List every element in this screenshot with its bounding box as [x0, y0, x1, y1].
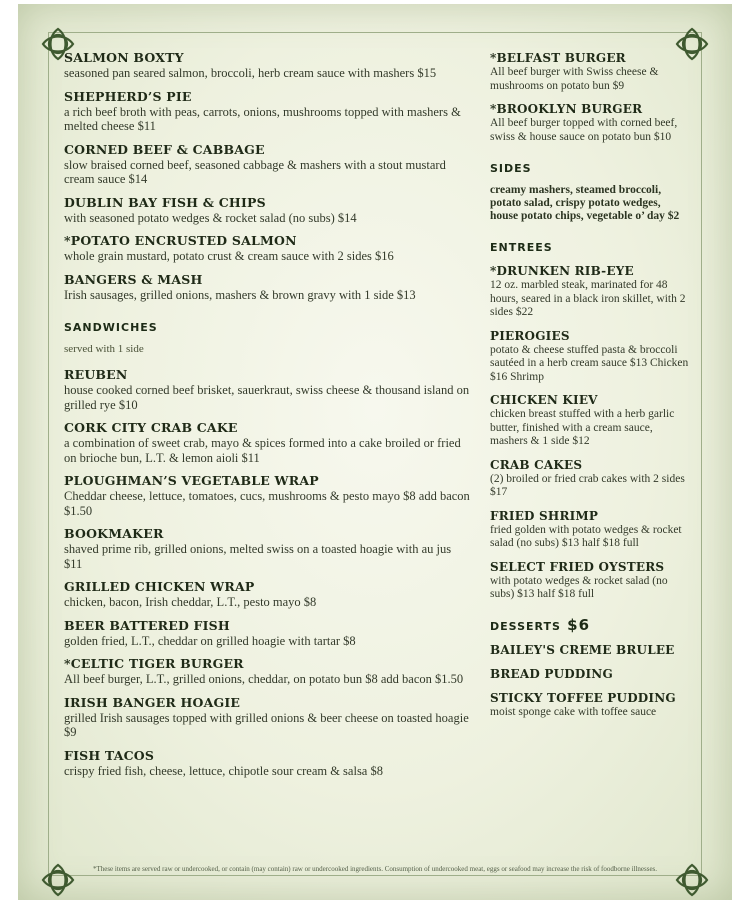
sandwiches-note: served with 1 side — [64, 343, 144, 355]
menu-item-description: seasoned pan seared salmon, broccoli, herb cream sauce with mashers $15 — [64, 66, 437, 80]
menu-item-description: slow braised corned beef, seasoned cabbage & mashers with a stout mustard cream sauce $14 — [64, 157, 446, 186]
menu-item-name: *BROOKLYN BURGER — [490, 102, 643, 116]
menu-item-name: SELECT FRIED OYSTERS — [490, 559, 665, 574]
menu-item-name: DUBLIN BAY FISH & CHIPS — [64, 194, 266, 210]
menu-item — [64, 748, 472, 779]
menu-item — [490, 457, 690, 500]
right-column — [490, 50, 690, 727]
menu-item-description: a combination of sweet crab, mayo & spices formed into a cake broiled or fried on brioche bun, L.T. & lemon aioli $11 — [64, 436, 461, 465]
entrees-heading: entrees — [490, 237, 553, 255]
menu-item-description: Cheddar cheese, lettuce, tomatoes, cucs, mushrooms & pesto mayo $8 add bacon $1.50 — [64, 489, 470, 518]
menu-item — [64, 579, 472, 610]
menu-item-description: a rich beef broth with peas, carrots, onions, mushrooms topped with mashers & melted cheese $11 — [64, 104, 461, 133]
menu-item — [490, 559, 690, 602]
menu-item — [490, 50, 690, 93]
menu-item-name: *DRUNKEN RIB-EYE — [490, 264, 634, 278]
menu-item-name: GRILLED CHICKEN WRAP — [64, 579, 255, 594]
menu-item — [64, 272, 472, 303]
menu-item — [64, 473, 472, 518]
menu-item — [64, 656, 472, 687]
menu-item-description: 12 oz. marbled steak, marinated for 48 hours, seared in a black iron skillet, with 2 sides $22 — [490, 279, 686, 318]
sides-heading: sides — [490, 158, 532, 176]
menu-item-name: BAILEY'S CREME BRULEE — [490, 642, 675, 657]
menu-item — [64, 618, 472, 649]
menu-item-description: All beef burger with Swiss cheese & mushrooms on potato bun $9 — [490, 66, 659, 92]
menu-item-name: REUBEN — [64, 367, 128, 382]
menu-page — [18, 4, 732, 900]
menu-item-name: BREAD PUDDING — [490, 666, 613, 681]
menu-item-description: All beef burger, L.T., grilled onions, cheddar, on potato bun $8 add bacon $1.50 — [64, 672, 464, 686]
menu-item-name: *CELTIC TIGER BURGER — [64, 656, 244, 671]
menu-item-name: *POTATO ENCRUSTED SALMON — [64, 233, 297, 248]
menu-item-description: chicken breast stuffed with a herb garlic butter, finished with a cream sauce, mashers & 1 side $12 — [490, 408, 675, 447]
sides-text: creamy mashers, steamed broccoli, potato salad, crispy potato wedges, house potato chips, vegetable o’ day $2 — [490, 184, 680, 222]
menu-item — [64, 367, 472, 412]
menu-item-description: grilled Irish sausages topped with grilled onions & beer cheese on toasted hoagie $9 — [64, 710, 469, 739]
menu-item-description: chicken, bacon, Irish cheddar, L.T., pesto mayo $8 — [64, 595, 317, 609]
menu-item — [64, 420, 472, 465]
menu-item-name: BOOKMAKER — [64, 526, 164, 541]
menu-item-name: BEER BATTERED FISH — [64, 617, 230, 633]
menu-item-name: CHICKEN KIEV — [490, 393, 598, 407]
menu-item-description: potato & cheese stuffed pasta & broccoli sautéed in a herb cream sauce $13 Chicken $16 Shrimp — [490, 343, 689, 383]
menu-item-name: SHEPHERD’S PIE — [64, 88, 192, 104]
menu-item-name: PIEROGIES — [490, 328, 570, 343]
menu-item-description: whole grain mustard, potato crust & cream sauce with 2 sides $16 — [64, 249, 394, 263]
menu-item — [64, 695, 472, 740]
menu-item-name: *BELFAST BURGER — [490, 51, 626, 65]
menu-item — [64, 526, 472, 571]
menu-item-description: All beef burger topped with corned beef, swiss & house sauce on potato bun $10 — [490, 117, 678, 143]
menu-item-name: CORNED BEEF & CABBAGE — [64, 141, 265, 157]
menu-item — [490, 263, 690, 320]
menu-item-description: with potato wedges & rocket salad (no subs) $13 half $18 full — [490, 574, 668, 600]
menu-item — [490, 508, 690, 551]
menu-item — [64, 142, 472, 187]
menu-item-description: with seasoned potato wedges & rocket salad (no subs) $14 — [64, 210, 357, 225]
menu-item-description: shaved prime rib, grilled onions, melted swiss on a toasted hoagie with au jus $11 — [64, 542, 452, 571]
menu-item-name: FISH TACOS — [64, 747, 155, 763]
desserts-heading: desserts $6 — [490, 615, 591, 634]
menu-item-name: PLOUGHMAN’S VEGETABLE WRAP — [64, 473, 319, 488]
menu-item — [64, 233, 472, 264]
menu-item-name: FRIED SHRIMP — [490, 508, 599, 523]
menu-item-description: fried golden with potato wedges & rocket salad (no subs) $13 half $18 full — [490, 523, 682, 549]
menu-item — [490, 101, 690, 144]
menu-item-description: (2) broiled or fried crab cakes with 2 sides $17 — [490, 472, 685, 498]
menu-item-description: house cooked corned beef brisket, sauerkraut, swiss cheese & thousand island on grilled rye $10 — [64, 383, 470, 412]
right-top-items — [490, 50, 690, 144]
menu-item — [490, 328, 690, 385]
left-column — [64, 50, 472, 786]
menu-item-description: moist sponge cake with toffee sauce — [490, 705, 657, 718]
menu-item-name: CRAB CAKES — [490, 457, 583, 472]
sandwiches-list — [64, 367, 472, 778]
menu-item-description: Irish sausages, grilled onions, mashers & brown gravy with 1 side $13 — [64, 287, 416, 302]
menu-item-name: STICKY TOFFEE PUDDING — [490, 690, 676, 705]
left-top-items — [64, 50, 472, 302]
menu-item — [490, 666, 690, 682]
footer-disclaimer: *These items are served raw or undercooked, or contain (may contain) raw or undercooked ingredients. Consumption of undercooked meat, eggs or seafood may increase the risk of foodborne illnesses. — [92, 865, 658, 873]
menu-item-description: golden fried, L.T., cheddar on grilled hoagie with tartar $8 — [64, 633, 356, 648]
menu-item-name: IRISH BANGER HOAGIE — [64, 694, 241, 710]
menu-item — [64, 195, 472, 226]
menu-item — [64, 50, 472, 81]
entrees-list — [490, 263, 690, 602]
menu-item-name: CORK CITY CRAB CAKE — [64, 420, 238, 435]
sandwiches-heading: sandwiches — [64, 316, 158, 335]
menu-item — [490, 392, 690, 449]
menu-item-name: BANGERS & MASH — [64, 271, 203, 287]
desserts-list — [490, 642, 690, 720]
menu-item — [64, 89, 472, 134]
menu-item — [490, 690, 690, 720]
menu-item — [490, 642, 690, 658]
menu-item-description: crispy fried fish, cheese, lettuce, chipotle sour cream & salsa $8 — [64, 763, 383, 778]
menu-item-name: SALMON BOXTY — [64, 50, 184, 65]
